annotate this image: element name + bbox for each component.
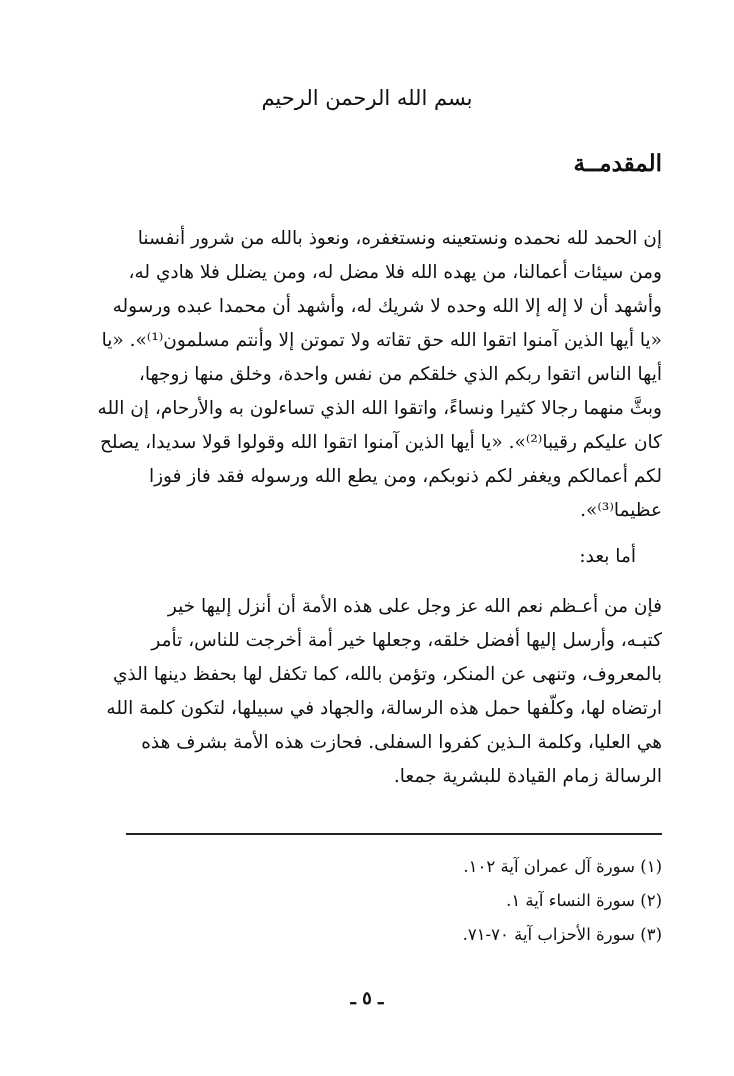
basmala: بسم الله الرحمن الرحيم: [261, 86, 473, 110]
body-line: ارتضاه لها، وكلّفها حمل هذه الرسالة، والجهاد في سبيلها، لتكون كلمة الله: [106, 698, 662, 719]
body-line: كتبـه، وأرسل إليها أفضل خلقه، وجعلها خير أمة أخرجت للناس، تأمر: [151, 630, 662, 651]
footnotes: [102, 850, 662, 952]
amma-baad-label: أما بعد:: [579, 546, 636, 567]
footnote: (٢) سورة النساء آية ١.: [506, 891, 662, 910]
intro-line: وأشهد أن لا إله إلا الله وحده لا شريك له، وأشهد أن محمدا عبده ورسوله: [112, 296, 662, 317]
footnote: (١) سورة آل عمران آية ١٠٢.: [463, 857, 662, 876]
body-line: بالمعروف، وتنهى عن المنكر، وتؤمن بالله، كما تكفل لها بحفظ دينها الذي: [112, 664, 662, 685]
intro-line: ومن سيئات أعمالنا، من يهده الله فلا مضل له، ومن يضلل فلا هادي له،: [128, 262, 662, 283]
intro-line: إن الحمد لله نحمده ونستعينه ونستغفره، ونعوذ بالله من شرور أنفسنا: [137, 228, 662, 249]
footnote-divider: [126, 833, 662, 835]
intro-line: أيها الناس اتقوا ربكم الذي خلقكم من نفس واحدة، وخلق منها زوجها،: [138, 364, 662, 385]
intro-line: لكم أعمالكم ويغفر لكم ذنوبكم، ومن يطع الله ورسوله فقد فاز فوزا: [148, 466, 662, 487]
body-line: هي العليا، وكلمة الـذين كفروا السفلى. فحازت هذه الأمة بشرف هذه: [141, 732, 662, 753]
footnote: (٣) سورة الأحزاب آية ٧٠-٧١.: [462, 925, 662, 944]
intro-line: كان عليكم رقيبا⁽²⁾». «يا أيها الذين آمنوا اتقوا الله وقولوا قولا سديدا، يصلح: [99, 432, 662, 453]
body-line: الرسالة زمام القيادة للبشرية جمعا.: [393, 766, 662, 787]
intro-line: وبثَّ منهما رجالا كثيرا ونساءً، واتقوا الله الذي تساءلون به والأرحام، إن الله: [97, 398, 662, 419]
intro-line: «يا أيها الذين آمنوا اتقوا الله حق تقاته ولا تموتن إلا وأنتم مسلمون⁽¹⁾». «يا: [101, 330, 662, 351]
body-line: فإن من أعـظم نعم الله عز وجل على هذه الأمة أن أنزل إليها خير: [167, 596, 662, 617]
page-number: ـ ٥ ـ: [350, 988, 384, 1009]
intro-paragraph: [62, 222, 662, 528]
body-paragraph: [62, 590, 662, 794]
section-heading: المقدمــة: [573, 150, 662, 177]
intro-line: عظيما⁽³⁾».: [580, 500, 662, 521]
